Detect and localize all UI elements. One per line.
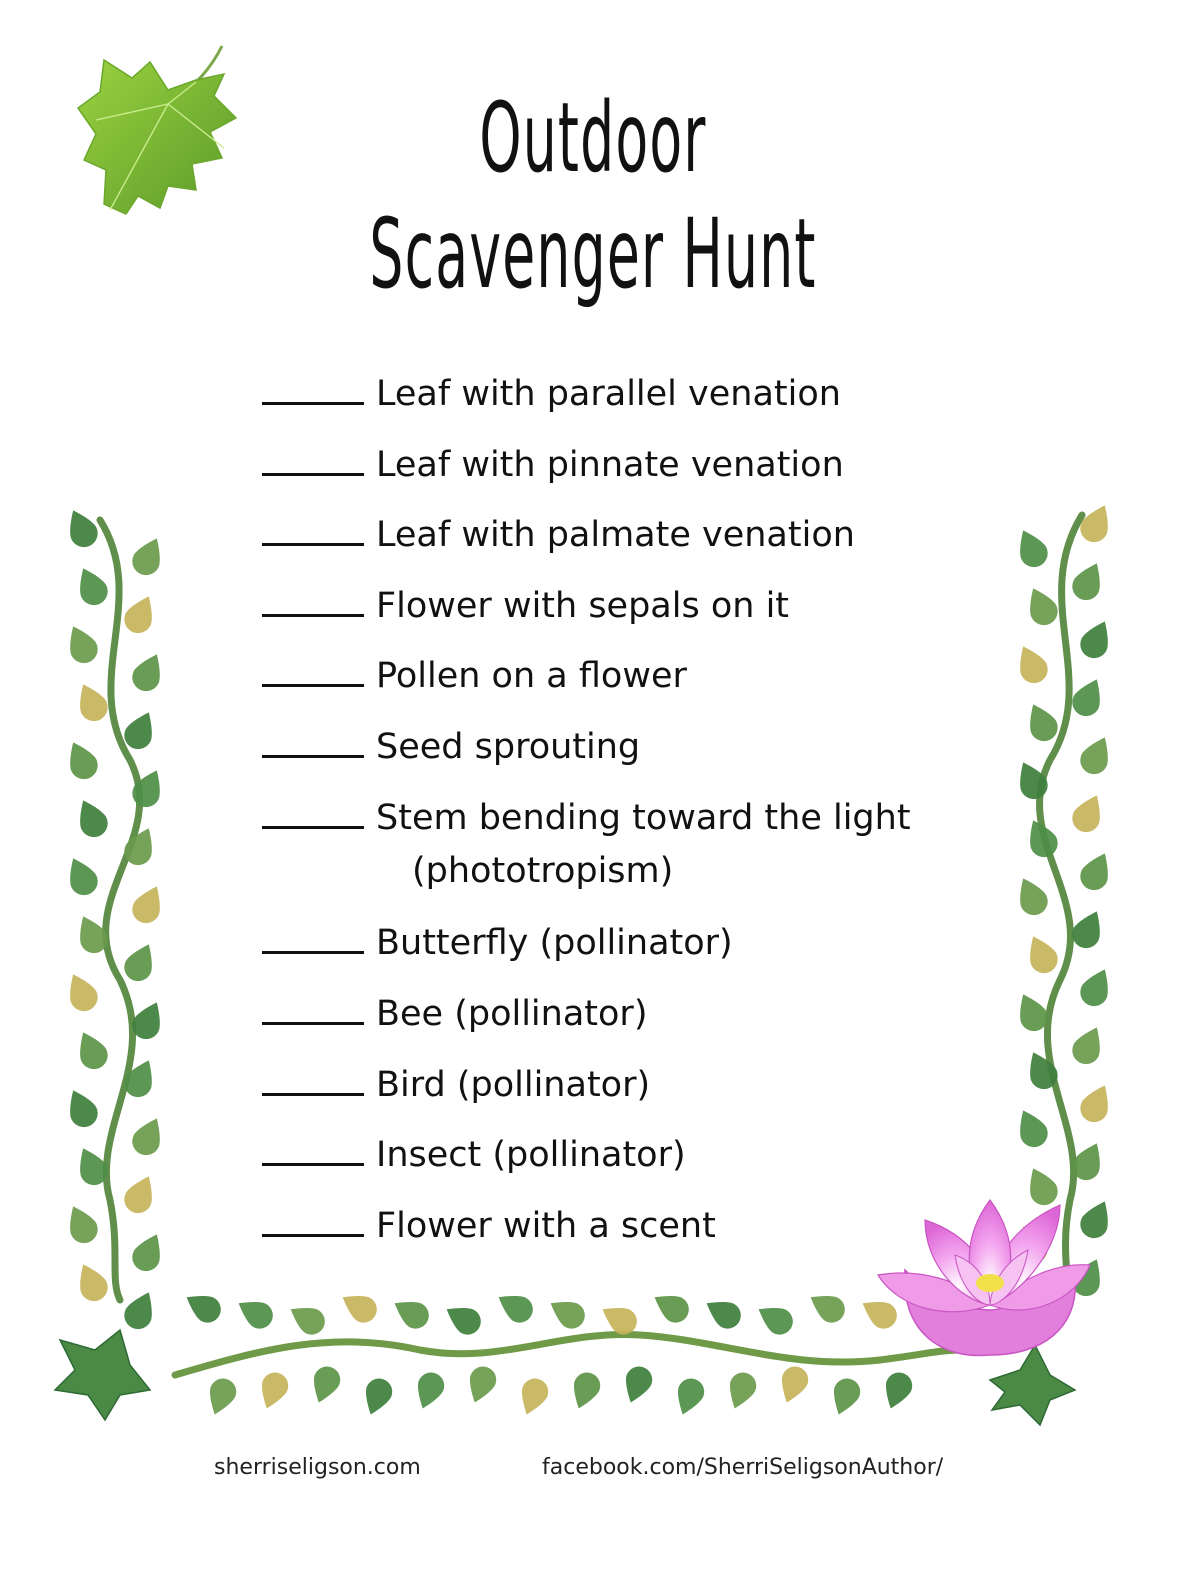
item-label: Bee (pollinator) <box>376 994 648 1034</box>
item-label: Leaf with pinnate venation <box>376 445 844 485</box>
vine-leaf <box>1068 1022 1110 1069</box>
vine-leaf <box>1076 616 1118 663</box>
list-item <box>262 796 911 838</box>
vine-leaf <box>1021 931 1063 978</box>
vine-leaf <box>128 881 170 928</box>
vine-leaf <box>1076 964 1118 1011</box>
check-blank[interactable] <box>262 654 364 687</box>
lotus-flower-icon <box>878 1200 1090 1356</box>
list-item <box>262 584 789 626</box>
list-item <box>262 1204 716 1246</box>
vine-leaf <box>128 1113 170 1160</box>
vine-leaf <box>120 591 162 638</box>
check-blank[interactable] <box>262 992 364 1025</box>
vine-leaf <box>566 1369 604 1413</box>
list-item <box>262 372 841 414</box>
vine-leaf <box>388 1292 434 1334</box>
grape-leaf-icon <box>78 46 236 214</box>
vine-leaf <box>180 1286 226 1328</box>
vine-leaf <box>254 1369 292 1413</box>
vine-leaf <box>358 1375 396 1419</box>
vine-leaf <box>128 1229 170 1276</box>
item-label: Pollen on a flower <box>376 656 687 696</box>
list-item <box>262 992 647 1034</box>
list-item <box>262 921 733 963</box>
vine-leaf <box>61 969 103 1016</box>
vine-leaf <box>544 1292 590 1334</box>
page-title-line1: Outdoor <box>479 82 707 194</box>
footer-website-link[interactable]: sherriseligson.com <box>214 1455 421 1480</box>
item-label: Leaf with palmate venation <box>376 515 855 555</box>
vine-leaf <box>1068 674 1110 721</box>
vine-leaf <box>128 533 170 580</box>
footer-facebook-link[interactable]: facebook.com/SherriSeligsonAuthor/ <box>542 1455 944 1480</box>
vine-leaf <box>71 1259 113 1306</box>
list-item <box>262 1133 686 1175</box>
vine-leaf <box>648 1286 694 1328</box>
vine-leaf <box>61 737 103 784</box>
list-item <box>262 443 844 485</box>
check-blank[interactable] <box>262 796 364 829</box>
vine-leaf <box>1068 906 1110 953</box>
vine-leaf <box>120 1055 162 1102</box>
corner-ivy-icon <box>55 1330 1075 1425</box>
check-blank[interactable] <box>262 372 364 405</box>
vine-leaf <box>1068 790 1110 837</box>
vine-leaf <box>71 679 113 726</box>
vine-leaf <box>774 1363 812 1407</box>
vine-leaf <box>440 1298 486 1340</box>
check-blank[interactable] <box>262 1204 364 1237</box>
list-item <box>262 654 687 696</box>
vine-leaf <box>752 1298 798 1340</box>
vine-leaf <box>336 1286 382 1328</box>
vine-leaf <box>1011 873 1053 920</box>
vine-leaf <box>61 505 103 552</box>
vine-leaf <box>128 649 170 696</box>
vine-leaf <box>1011 641 1053 688</box>
vine-leaf <box>61 1201 103 1248</box>
vine-leaf <box>61 621 103 668</box>
vine-leaf <box>670 1375 708 1419</box>
vine-leaf <box>1011 525 1053 572</box>
item-label: Bird (pollinator) <box>376 1065 651 1105</box>
vine-leaf <box>462 1363 500 1407</box>
vine-leaf <box>1076 500 1118 547</box>
vine-leaf <box>120 1287 162 1334</box>
vine-leaf <box>1076 1080 1118 1127</box>
vine-leaf <box>71 563 113 610</box>
item-label: Stem bending toward the light <box>376 798 911 838</box>
check-blank[interactable] <box>262 921 364 954</box>
vine-leaf <box>202 1375 240 1419</box>
check-blank[interactable] <box>262 513 364 546</box>
vine-leaf <box>71 1027 113 1074</box>
item-label: Flower with sepals on it <box>376 586 790 626</box>
vine-leaf <box>700 1292 746 1334</box>
vine-leaf <box>878 1369 916 1413</box>
vine-leaf <box>1076 732 1118 779</box>
vine-leaf <box>1021 583 1063 630</box>
vine-leaf <box>722 1369 760 1413</box>
vine-leaf <box>618 1363 656 1407</box>
vine-leaf <box>232 1292 278 1334</box>
vine-leaf <box>804 1286 850 1328</box>
check-blank[interactable] <box>262 1063 364 1096</box>
vine-leaf <box>284 1298 330 1340</box>
vine-leaf <box>410 1369 448 1413</box>
vine-leaf <box>1076 1196 1118 1243</box>
vine-leaf <box>1021 1163 1063 1210</box>
check-blank[interactable] <box>262 443 364 476</box>
vine-leaf <box>61 1085 103 1132</box>
vine-leaf <box>61 853 103 900</box>
vine-leaf <box>826 1375 864 1419</box>
list-item <box>262 1063 650 1105</box>
item-label: Leaf with parallel venation <box>376 374 841 414</box>
vine-leaf <box>120 939 162 986</box>
vine-leaf <box>1011 1105 1053 1152</box>
vine-leaf <box>856 1292 902 1334</box>
page-title-line2: Scavenger Hunt <box>369 198 817 310</box>
vine-leaf <box>1021 699 1063 746</box>
check-blank[interactable] <box>262 1133 364 1166</box>
item-label: Seed sprouting <box>376 727 641 767</box>
check-blank[interactable] <box>262 584 364 617</box>
list-item <box>262 725 640 767</box>
vine-leaf <box>306 1363 344 1407</box>
vine-leaf <box>1076 848 1118 895</box>
vine-leaf <box>120 1171 162 1218</box>
item-label: Butterfly (pollinator) <box>376 923 733 963</box>
vine-leaf <box>492 1286 538 1328</box>
vine-leaf <box>1068 558 1110 605</box>
item-sublabel: (phototropism) <box>412 851 674 891</box>
vine-leaf <box>71 795 113 842</box>
check-blank[interactable] <box>262 725 364 758</box>
list-item <box>262 513 855 555</box>
item-label: Flower with a scent <box>376 1206 716 1246</box>
item-label: Insect (pollinator) <box>376 1135 686 1175</box>
vine-leaf <box>514 1375 552 1419</box>
